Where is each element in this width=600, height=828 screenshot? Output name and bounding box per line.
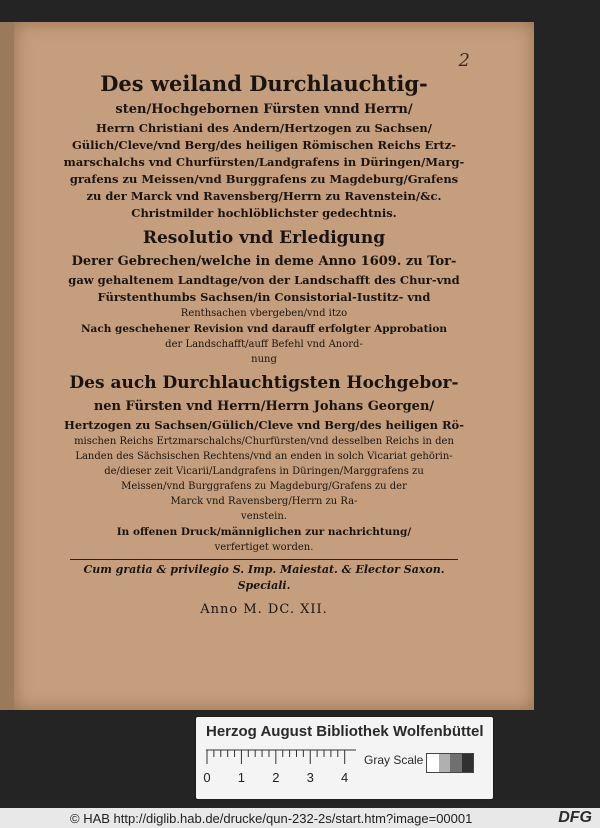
title-line: Gülich/Cleve/vnd Berg/des heiligen Römischen Reichs Ertz- (71, 138, 457, 152)
title-line: venstein. (241, 511, 287, 522)
ruler-tick-label: 3 (306, 770, 314, 785)
title-line: Renthsachen vbergeben/vnd itzo (180, 308, 348, 319)
title-line: Herrn Christiani des Andern/Hertzogen zu Sachsen/ (96, 121, 432, 135)
title-line: marschalchs vnd Churfürsten/Landgrafens in Düringen/Marg- (63, 155, 465, 169)
title-line: Meissen/vnd Burggrafens zu Magdeburg/Grafens zu der (121, 481, 407, 492)
ruler-tick-label: 0 (203, 770, 211, 785)
title-line: Des weiland Durchlauchtig- (100, 71, 428, 96)
title-page-text (62, 70, 466, 620)
ruler-tick-label: 4 (341, 770, 349, 785)
title-line: de/dieser zeit Vicarii/Landgrafens in Düringen/Marggrafens zu (104, 466, 424, 477)
title-line: nen Fürsten vnd Herrn/Herrn Johans Georgen/ (93, 399, 435, 414)
title-line: Marck vnd Ravensberg/Herrn zu Ra- (170, 496, 358, 507)
title-line: Landen des Sächsischen Rechtens/vnd an enden in solch Vicariat gehörin- (75, 451, 453, 462)
ruler-tick-label: 2 (272, 770, 280, 785)
source-url[interactable]: © HAB http://diglib.hab.de/drucke/qun-232-2s/start.htm?image=00001 (70, 810, 473, 826)
divider-rule (70, 559, 458, 560)
title-line: Christmilder hochlöblichster gedechtnis. (131, 206, 397, 220)
title-line: mischen Reichs Ertzmarschalchs/Churfürsten/vnd desselben Reichs in den (74, 436, 454, 447)
imprint-date: Anno M. DC. XII. (200, 602, 328, 617)
title-line: verfertiget worden. (214, 542, 314, 553)
gray-scale-label: Gray Scale (364, 753, 424, 767)
title-line: Resolutio vnd Erledigung (142, 228, 386, 248)
color-calibration-card (196, 717, 493, 799)
gray-scale-swatches (426, 753, 474, 773)
privilege-line: Cum gratia & privilegio S. Imp. Maiestat. & Elector Saxon. Speciali. (83, 563, 445, 592)
title-line: gaw gehaltenem Landtage/von der Landschafft des Chur-vnd (68, 273, 460, 287)
dfg-logo: DFG (558, 809, 592, 826)
folio-number: 2 (458, 50, 470, 71)
title-line: grafens zu Meissen/vnd Burggrafens zu Magdeburg/Grafens (69, 172, 459, 186)
title-line: zu der Marck vnd Ravensberg/Herrn zu Ravenstein/&c. (86, 189, 442, 203)
document-page (14, 22, 534, 710)
title-line: In offenen Druck/männiglichen zur nachrichtung/ (116, 526, 412, 538)
footer-bar (0, 808, 600, 828)
title-line: nung (251, 354, 277, 365)
title-line: der Landschafft/auff Befehl vnd Anord- (165, 339, 363, 350)
title-line: Hertzogen zu Sachsen/Gülich/Cleve vnd Berg/des heiligen Rö- (64, 418, 464, 432)
ruler-tick-label: 1 (237, 770, 246, 785)
title-line: Fürstenthumbs Sachsen/in Consistorial-Iustitz- vnd (97, 290, 431, 304)
title-line: Nach geschehener Revision vnd darauff erfolgter Approbation (80, 323, 448, 335)
ruler-scale (203, 748, 356, 796)
library-name: Herzog August Bibliothek Wolfenbüttel (206, 723, 484, 740)
title-line: Des auch Durchlauchtigsten Hochgebor- (69, 373, 459, 393)
title-line: Derer Gebrechen/welche in deme Anno 1609. zu Tor- (71, 254, 457, 269)
title-line: sten/Hochgebornen Fürsten vnnd Herrn/ (115, 102, 413, 117)
title-lines (62, 70, 466, 555)
